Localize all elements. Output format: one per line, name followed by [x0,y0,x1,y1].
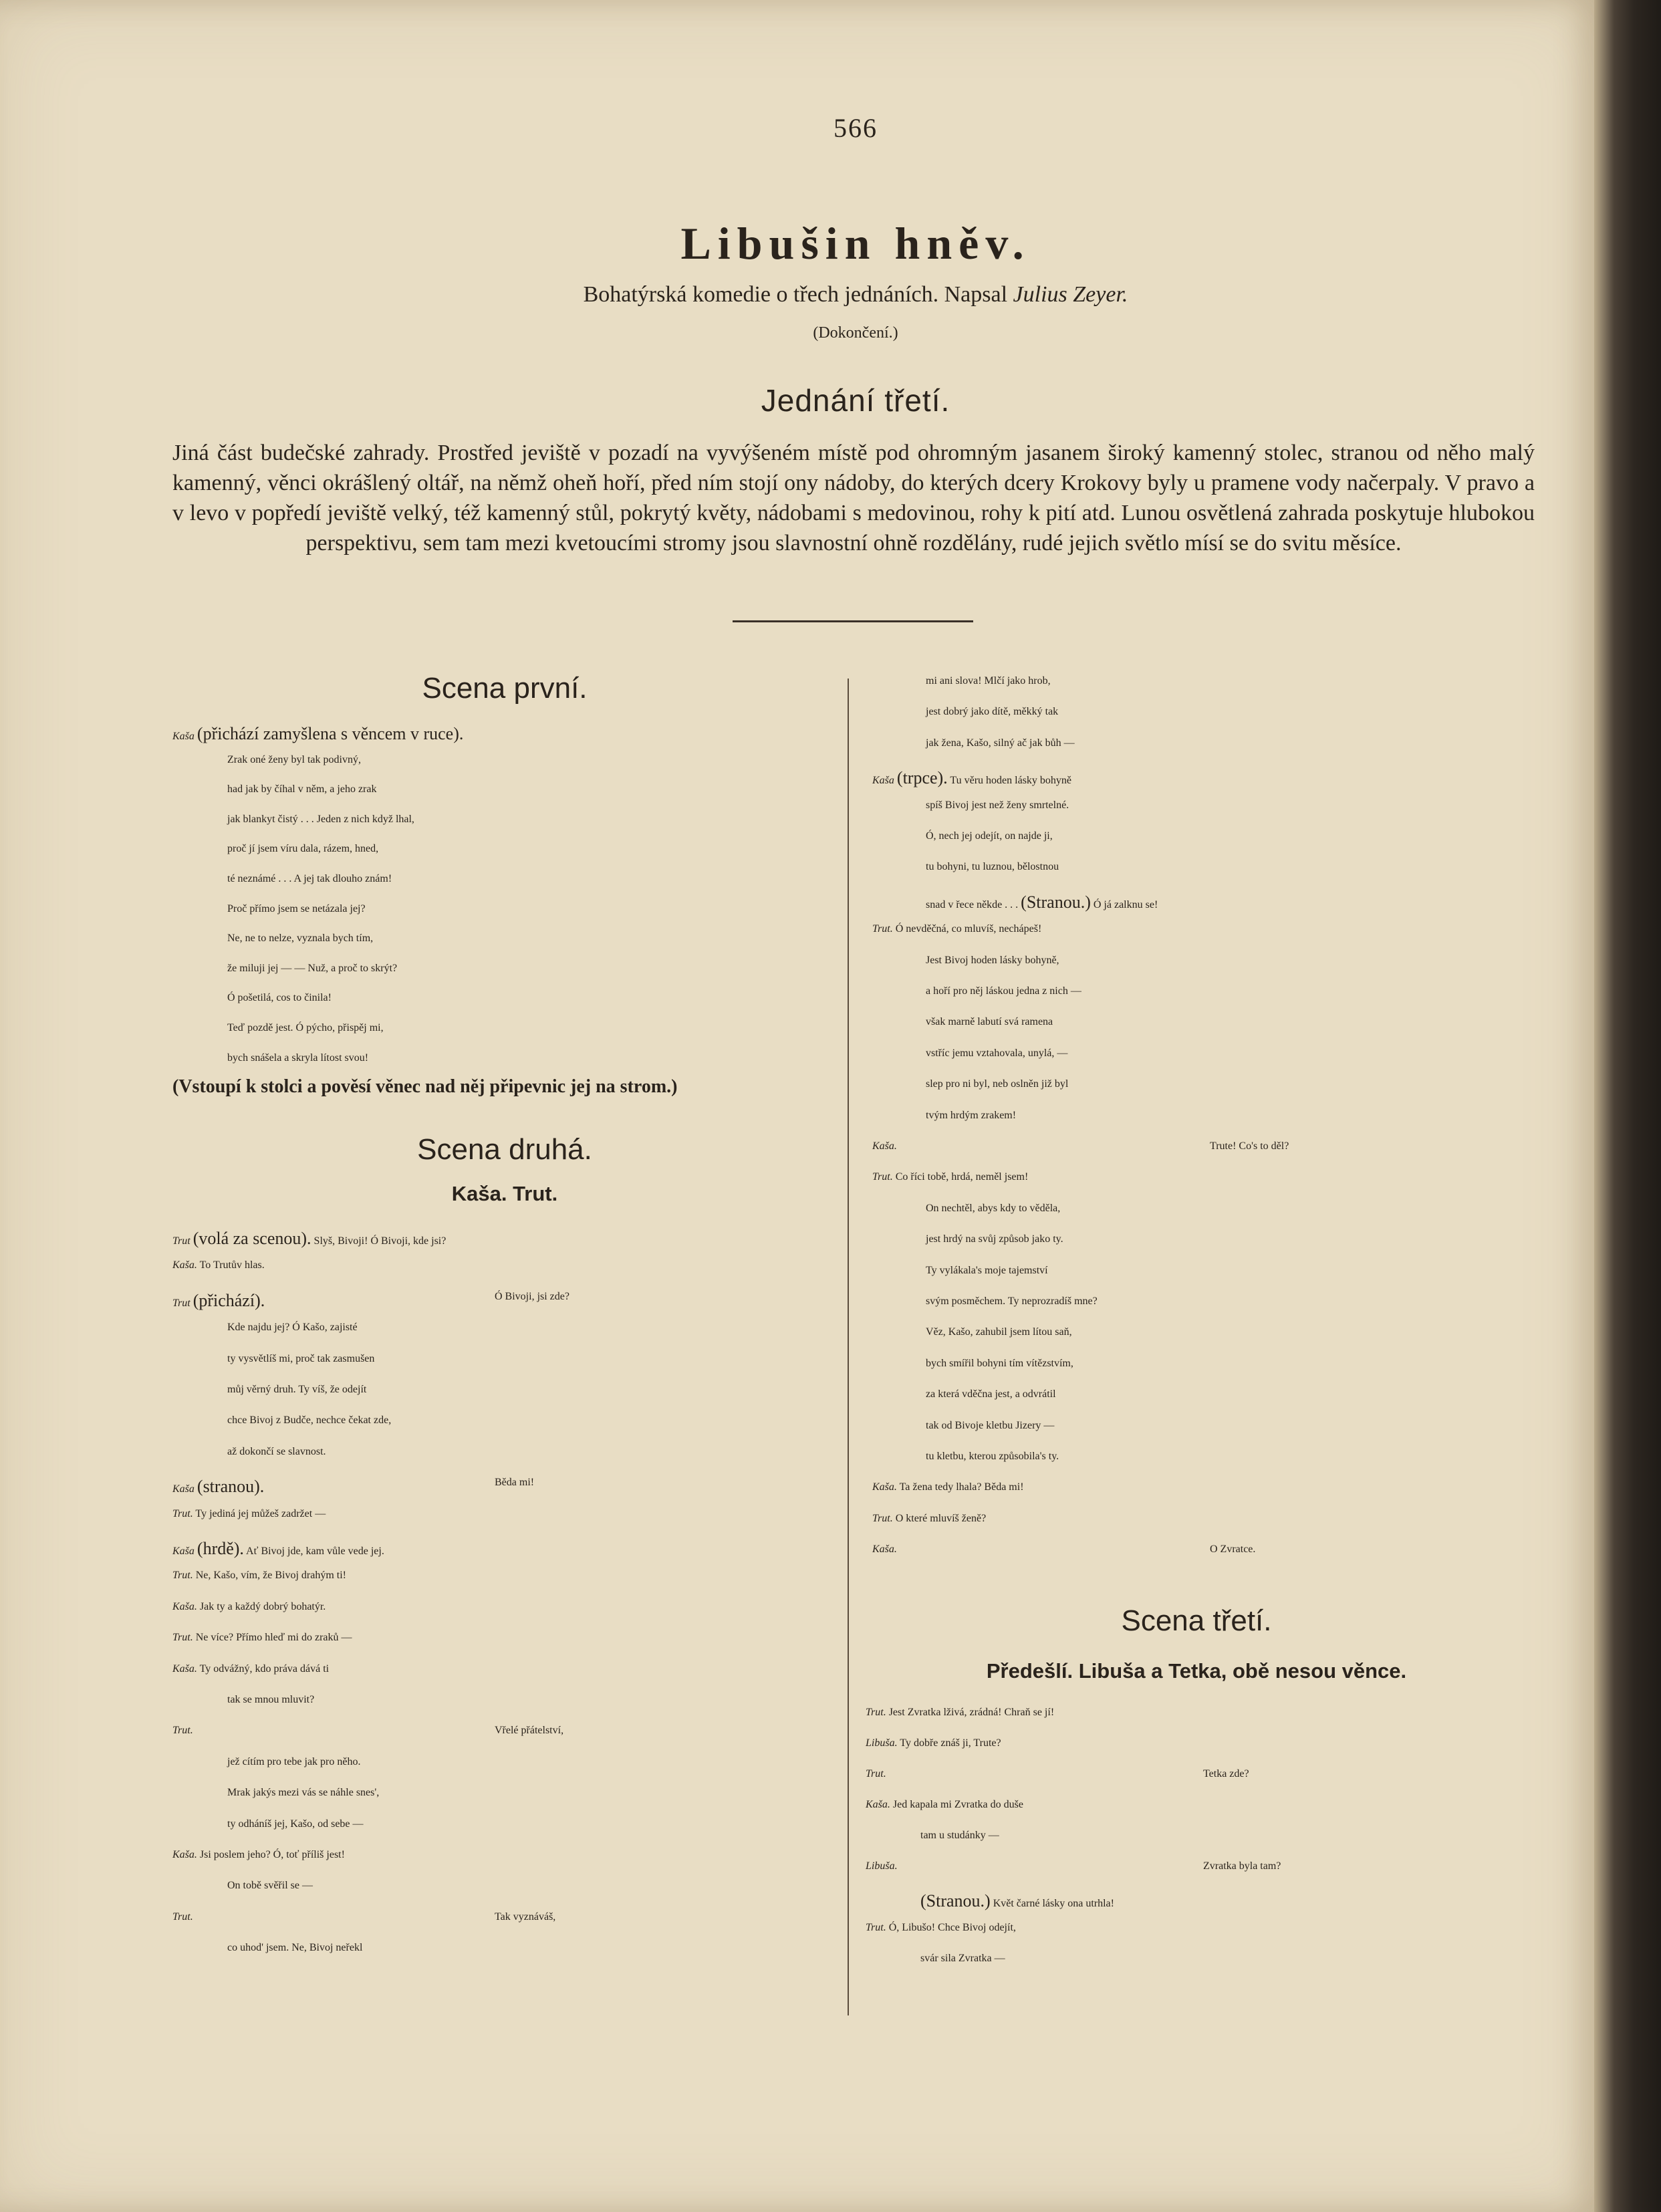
stage-note: (Stranou.) [920,1891,991,1911]
speaker-name: Libuša. [866,1860,898,1872]
dialogue-line [926,1110,1016,1122]
verse-text: Ne více? Přímo hleď mi do zraků — [195,1632,352,1644]
column-divider [848,679,849,2015]
dialogue-line [872,1481,1024,1493]
dialogue-line [227,1818,364,1830]
verse-text: bych smířil bohyni tím vítězstvím, [926,1357,1073,1369]
subtitle-text: Bohatýrská komedie o třech jednáních. Napsal [583,282,1008,307]
verse-text-right: O Zvratce. [1210,1544,1256,1556]
dialogue-line [227,1756,360,1768]
dialogue-line [172,1663,329,1675]
verse-text: Ó, nech jej odejít, on najde ji, [926,830,1053,842]
dialogue-line [872,1171,1028,1183]
speaker-name: Trut. [172,1911,193,1923]
dialogue-line [227,1322,358,1334]
verse-text: až dokončí se slavnost. [227,1445,326,1457]
verse-text: svár sila Zvratka — [920,1953,1005,1964]
dialogue-line [227,873,392,885]
dialogue-line [227,1446,326,1458]
continuation-note: (Dokončení.) [813,324,898,342]
stage-note: (přichází). [193,1290,265,1310]
verse-text: Ne, ne to nelze, vyznala bych tím, [227,933,374,945]
dialogue-line [172,1601,326,1613]
dialogue-line [872,1513,986,1525]
verse-text: ty odháníš jej, Kašo, od sebe — [227,1818,364,1830]
dialogue-line [227,1415,391,1427]
dialogue-line [227,783,376,795]
verse-text: Ó, Libušo! Chce Bivoj odejít, [888,1922,1016,1933]
act-heading: Jednání třetí. [761,383,950,418]
verse-text: jak blankyt čistý . . . Jeden z nich když lhal, [227,813,414,825]
dialogue-line [872,768,1071,788]
speaker-name: Kaša. [172,1259,197,1271]
dialogue-line [227,1787,379,1799]
verse-text-right: Trute! Co's to děl? [1210,1140,1289,1152]
dialogue-line [866,1707,1054,1719]
verse-text: O které mluvíš ženě? [895,1512,987,1524]
speaker-name: Kaša [172,731,195,742]
dialogue-line [227,992,332,1004]
dialogue-line [227,1694,314,1706]
verse-text: To Trutův hlas. [199,1259,265,1271]
dialogue-line [926,1078,1068,1090]
verse-text: však marně labutí svá ramena [926,1016,1053,1028]
dialogue-line [926,1233,1063,1245]
verse-text: Jest Zvratka lživá, zrádná! Chraň se jí! [888,1707,1055,1718]
dialogue-line [926,1451,1059,1463]
dialogue-line [926,1016,1053,1028]
speaker-name: Kaša. [172,1663,197,1675]
dialogue-line [926,1326,1072,1338]
verse-text: tu bohyni, tu luznou, bělostnou [926,861,1059,873]
dialogue-line [172,1632,352,1644]
verse-text: slep pro ni byl, neb oslněn již byl [926,1078,1069,1090]
verse-text: Tu věru hoden lásky bohyně [950,775,1072,787]
verse-text: Zrak oné ženy byl tak podivný, [227,753,361,765]
speaker-name: Kaša. [872,1544,897,1556]
dialogue-line [926,861,1059,873]
dialogue-line [227,1880,313,1892]
speaker-name: Trut. [872,1171,893,1183]
speaker-name: Trut. [172,1570,193,1582]
scene-title: Scena první. [422,672,588,705]
dialogue-line [227,963,397,975]
verse-text: Květ čarné lásky ona utrhla! [993,1898,1114,1909]
verse-text: On tobě svěřil se — [227,1880,313,1892]
dialogue-line [926,985,1081,997]
dialogue-line [872,1140,897,1152]
verse-text: spíš Bivoj jest než ženy smrtelné. [926,799,1069,811]
stage-direction: Jiná část budečské zahrady. Prostřed jeviště v pozadí na vyvýšeném místě pod ohromným jasanem široký kamenný stolec, stranou od něho malý kamenný, věnci okrášlený oltář, na němž oheň hoří, před ním stojí ony nádoby, do kterých dcery Krokovy byly u pramene vody načerpaly. V pravo a v levo v popředí jeviště velký, též kamenný stůl, pokrytý květy, nádobami s medovinou, rohy k pití atd. Lunou osvětlená zahrada poskytuje hlubokou perspektivu, sem tam mezi kvetoucími stromy jsou slavnostní ohně rozdělány, rudé jejich světlo mísí se do svitu měsíce. [172,441,1535,556]
verse-text: jež cítím pro tebe jak pro něho. [227,1755,361,1767]
speaker-name: Kaša. [172,1849,197,1860]
verse-text-right: Ó Bivoji, jsi zde? [495,1290,569,1302]
speaker-name: Kaša [172,1483,195,1495]
verse-text: jak žena, Kašo, silný ač jak bůh — [926,737,1075,749]
verse-text: Jest Bivoj hoden lásky bohyně, [926,954,1059,966]
scene-persons: Předešlí. Libuša a Tetka, obě nesou věnce. [986,1659,1407,1683]
dialogue-line [227,754,361,766]
dialogue-line [172,724,463,744]
dialogue-line [172,1229,446,1249]
dialogue-line [872,1544,897,1556]
dialogue-line [172,1539,384,1559]
verse-text: svým posměchem. Ty neprozradíš mne? [926,1296,1098,1307]
scene-title: Scena třetí. [1121,1604,1272,1637]
verse-text: tam u studánky — [920,1830,999,1841]
dialogue-line [926,706,1058,718]
verse-text: Proč přímo jsem se netázala jej? [227,902,366,914]
verse-text: Ať Bivoj jde, kam vůle vede jej. [246,1546,384,1557]
verse-text: Co říci tobě, hrdá, neměl jsem! [895,1171,1029,1183]
verse-text: Jak ty a každý dobrý bohatýr. [199,1600,326,1612]
dialogue-line [926,800,1069,812]
speaker-name: Trut [172,1297,190,1309]
verse-text: jest dobrý jako dítě, měkký tak [926,706,1059,718]
speaker-name: Trut [172,1235,190,1247]
verse-text: Věz, Kašo, zahubil jsem lítou saň, [926,1326,1072,1338]
speaker-name: Trut. [172,1725,193,1737]
verse-text: tu kletbu, kterou způsobila's ty. [926,1451,1059,1462]
speaker-name: Trut. [172,1632,193,1644]
play-subtitle [0,282,1661,308]
verse-text: tak se mnou mluvit? [227,1694,315,1705]
verse-text: On nechtěl, abys kdy to věděla, [926,1202,1061,1214]
verse-text: tak od Bivoje kletbu Jizery — [926,1419,1055,1431]
verse-text: můj věrný druh. Ty víš, že odejít [227,1384,367,1395]
verse-text: mi ani slova! Mlčí jako hrob, [926,675,1051,687]
dialogue-line [926,737,1075,749]
verse-text-right: Vřelé přátelství, [495,1725,564,1737]
verse-text-right: Tetka zde? [1203,1768,1249,1779]
author-name: Julius Zeyer. [1013,282,1128,307]
dialogue-line [866,1860,898,1872]
verse-text: za která vděčna jest, a odvrátil [926,1388,1056,1400]
verse-text: chce Bivoj z Budče, nechce čekat zde, [227,1415,392,1427]
speaker-name: Kaša. [872,1140,897,1152]
dialogue-line [172,1291,265,1311]
dialogue-line [227,903,366,915]
dialogue-line [227,1052,368,1064]
verse-text: té neznámé . . . A jej tak dlouho znám! [227,873,392,884]
verse-text: Kde najdu jej? Ó Kašo, zajisté [227,1322,358,1334]
verse-text: Slyš, Bivoji! Ó Bivoji, kde jsi? [313,1235,446,1247]
speaker-name: Trut. [872,1512,893,1524]
verse-text: Ó pošetilá, cos to činila! [227,992,332,1004]
speaker-name: Trut. [172,1507,193,1519]
dialogue-line [866,1799,1023,1811]
speaker-name: Kaša. [872,1481,897,1493]
verse-text: že miluji jej — — Nuž, a proč to skrýt? [227,962,398,974]
verse-text: jest hrdý na svůj způsob jako ty. [926,1233,1063,1245]
scene-persons: Kaša. Trut. [451,1182,558,1205]
verse-text: Ó já zalknu se! [1093,898,1158,910]
dialogue-line [227,933,373,945]
verse-text-right: Tak vyznáváš, [495,1911,556,1923]
speaker-name: Kaša. [866,1799,890,1810]
stage-note: (hrdě). [197,1539,244,1558]
dialogue-line [172,1849,345,1861]
dialogue-line [920,1953,1005,1965]
dialogue-line [227,1353,374,1365]
verse-text: Ta žena tedy lhala? Běda mi! [899,1481,1024,1493]
speaker-name: Trut. [866,1707,886,1718]
verse-text: had jak by číhal v něm, a jeho zrak [227,783,377,795]
dialogue-line [926,830,1053,842]
section-divider [733,620,973,622]
dialogue-line [926,955,1059,967]
play-title: Libušin hněv. [680,218,1031,269]
dialogue-line [926,892,1158,912]
verse-text: Mrak jakýs mezi vás se náhle snes', [227,1787,380,1799]
dialogue-line [227,1022,384,1034]
verse-text: Ó nevděčná, co mluvíš, nechápeš! [895,923,1042,935]
dialogue-line [172,1911,193,1923]
dialogue-line [872,923,1041,935]
dialogue-line [926,1358,1073,1370]
dialogue-line [172,1477,264,1497]
dialogue-line [866,1737,1001,1749]
verse-text: co uhod' jsem. Ne, Bivoj neřekl [227,1942,363,1954]
verse-text: Ty dobře znáš ji, Trute? [900,1737,1001,1749]
verse-text: proč jí jsem víru dala, rázem, hned, [227,843,379,855]
verse-text-right: Zvratka byla tam? [1203,1860,1281,1872]
verse-text: Ty vylákala's moje tajemství [926,1264,1048,1276]
dialogue-line [172,1725,193,1737]
stage-note: (stranou). [197,1477,265,1497]
dialogue-line [926,1265,1048,1277]
verse-text: Ty odvážný, kdo práva dává ti [199,1663,330,1675]
speaker-name: Trut. [866,1768,886,1779]
verse-text: vstříc jemu vztahovala, unylá, — [926,1047,1068,1059]
verse-text: snad v řece někde . . . [926,898,1019,910]
verse-text: Jsi poslem jeho? Ó, toť příliš jest! [199,1849,345,1860]
verse-text: Teď pozdě jest. Ó pýcho, přispěj mi, [227,1022,384,1033]
dialogue-line [227,1942,362,1954]
dialogue-line [172,1259,265,1271]
verse-text: tvým hrdým zrakem! [926,1109,1017,1121]
dialogue-line [926,1203,1060,1215]
speaker-name: Kaša [172,1546,195,1557]
verse-text-right: Běda mi! [495,1477,535,1489]
dialogue-line [926,1420,1054,1432]
dialogue-line [866,1768,886,1780]
verse-text: Ty jediná jej můžeš zadržet — [195,1507,326,1519]
stage-note: (Stranou.) [1021,892,1091,912]
verse-text: Ne, Kašo, vím, že Bivoj drahým ti! [195,1570,346,1582]
speaker-name: Kaša [872,775,894,787]
verse-text: ty vysvětlíš mi, proč tak zasmušen [227,1352,375,1364]
dialogue-line [866,1922,1016,1934]
stage-note: (trpce). [896,768,948,788]
verse-text: Jed kapala mi Zvratka do duše [892,1799,1023,1810]
scene-title: Scena druhá. [417,1133,592,1166]
verse-text: a hoří pro něj láskou jedna z nich — [926,985,1081,997]
dialogue-line [227,814,414,826]
stage-note: (volá za scenou). [193,1229,311,1248]
page-number: 566 [834,113,878,143]
speaker-name: Libuša. [866,1737,898,1749]
verse-text: bych snášela a skryla lítost svou! [227,1052,369,1064]
dialogue-line [172,1508,326,1520]
stage-note: (přichází zamyšlena s věncem v ruce). [197,724,464,743]
dialogue-line [920,1891,1114,1911]
dialogue-line [926,675,1051,687]
stage-note: (Vstoupí k stolci a pověsí věnec nad něj připevnic jej na strom.) [172,1076,678,1098]
speaker-name: Trut. [866,1922,886,1933]
speaker-name: Trut. [872,923,893,935]
speaker-name: Kaša. [172,1600,197,1612]
dialogue-line [227,1384,366,1396]
dialogue-line [227,843,378,855]
dialogue-line [926,1296,1098,1308]
dialogue-line [920,1830,999,1842]
dialogue-line [172,1570,346,1582]
dialogue-line [926,1388,1056,1400]
dialogue-line [926,1048,1067,1060]
